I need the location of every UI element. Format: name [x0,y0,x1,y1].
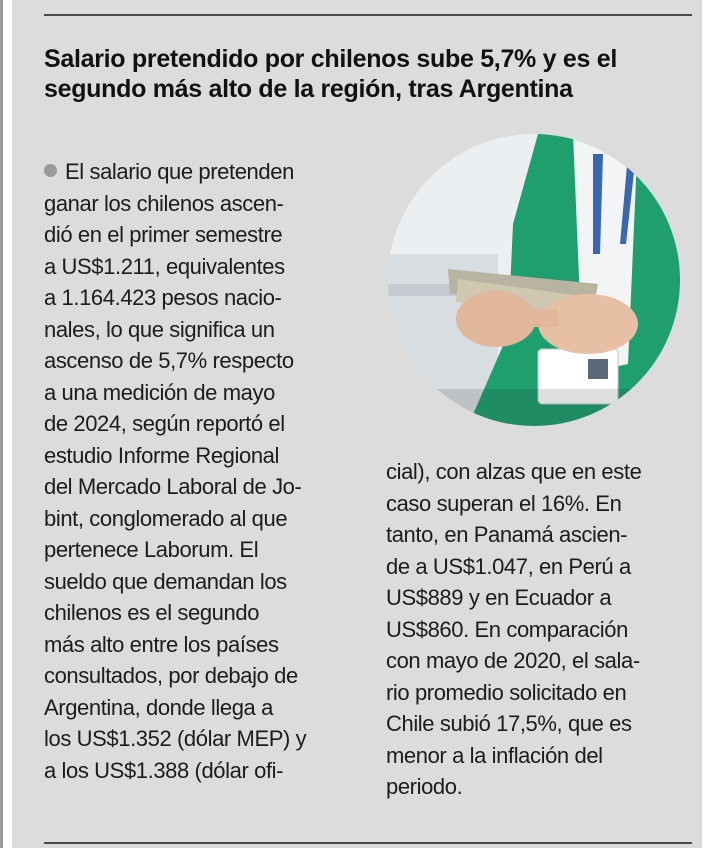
text-line: chilenos es el segundo [44,600,260,625]
text-line: bint, conglomerado al que [44,505,288,531]
text-line [44,156,364,188]
person-holding-bills-image [388,134,680,426]
text-line: ganar los chilenos ascen- [44,190,284,216]
text-line: ascenso de 5,7% respecto [44,348,294,373]
text-line: estudio Informe Regional [44,442,279,468]
text-line: más alto entre los países [44,631,279,657]
text-line: nales, lo que significa un [44,316,275,342]
text-line: a una medición de mayo [44,379,275,405]
article-photo [388,134,680,426]
article-column-right [386,456,696,803]
text-line: sueldo que demandan los [44,568,287,594]
top-rule [44,14,692,16]
text-line: a US$1.211, equivalentes [44,253,285,279]
text-line: US$860. En comparación [386,616,628,642]
text-line: con mayo de 2020, el sala- [386,648,640,673]
text-line: cial), con alzas que en este [386,459,642,484]
text-line: de a US$1.047, en Perú a [386,553,631,579]
headline-line: segundo más alto de la región, tras Argentina [44,75,573,103]
text-line: US$889 y en Ecuador a [386,585,612,610]
article-column-left [44,156,364,786]
text-line: Argentina, donde llega a [44,694,273,720]
headline-line: Salario pretendido por chilenos sube 5,7% y es el [44,45,617,73]
text-line: Chile subió 17,5%, que es [386,711,632,736]
text-line: periodo. [386,774,463,799]
text-line: pertenece Laborum. El [44,537,259,562]
article-headline [44,44,684,104]
text-line: dió en el primer semestre [44,222,283,247]
text-line: tanto, en Panamá ascien- [386,522,628,547]
text-line-first: El salario que pretenden [65,159,294,184]
text-line: consultados, por debajo de [44,663,298,688]
bullet-icon [44,164,57,177]
text-line: rio promedio solicitado en [386,679,627,705]
text-line: los US$1.352 (dólar MEP) y [44,726,307,751]
text-line: menor a la inflación del [386,742,603,768]
text-line: caso superan el 16%. En [386,490,622,516]
bottom-rule [44,842,692,844]
text-line: del Mercado Laboral de Jo- [44,474,302,499]
text-line: a los US$1.388 (dólar ofi- [44,757,284,783]
text-line: a 1.164.423 pesos nacio- [44,285,282,310]
text-line: de 2024, según reportó el [44,411,285,436]
page-edge [0,0,3,848]
